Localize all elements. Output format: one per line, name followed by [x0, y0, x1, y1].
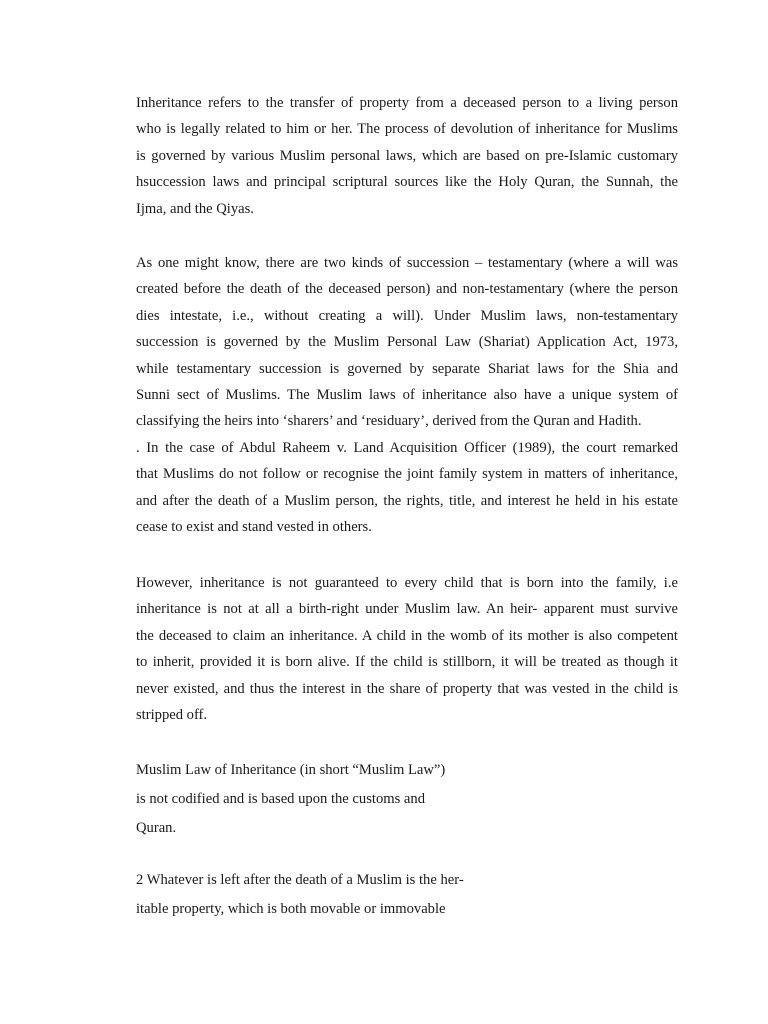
text-line: However, inheritance is not guaranteed to every child that is born into the family, i.e [136, 575, 678, 591]
text-line: . In the case of Abdul Raheem v. Land Acquisition Officer (1989), the court remarked [136, 439, 678, 456]
text-line: cease to exist and stand vested in others. [136, 518, 372, 535]
text-line: Ijma, and the Qiyas. [136, 200, 254, 217]
text-line: to inherit, provided it is born alive. If the child is stillborn, it will be treated as though it [136, 654, 678, 671]
paragraph-kinds-of-succession [136, 250, 678, 540]
text-line: and after the death of a Muslim person, the rights, title, and interest he held in his estate [136, 492, 678, 509]
text-line: hsuccession laws and principal scriptural sources like the Holy Quran, the Sunnah, the [136, 174, 678, 191]
text-line: Quran. [136, 820, 177, 836]
paragraph-heritable-property [136, 866, 464, 924]
text-line: dies intestate, i.e., without creating a will). Under Muslim laws, non-testamentary [136, 307, 678, 324]
text-line: 2 Whatever is left after the death of a Muslim is the her- [136, 872, 464, 888]
text-line: Sunni sect of Muslims. The Muslim laws of inheritance also have a unique system of [136, 386, 678, 403]
paragraph-inheritance-definition [136, 90, 678, 222]
text-line: is not codified and is based upon the customs and [136, 791, 425, 807]
text-line: succession is governed by the Muslim Personal Law (Shariat) Application Act, 1973, [136, 334, 678, 351]
text-line: As one might know, there are two kinds of succession – testamentary (where a will was [136, 255, 678, 271]
text-line: Muslim Law of Inheritance (in short “Muslim Law”) [136, 762, 446, 778]
text-line: created before the death of the deceased person) and non-testamentary (where the person [136, 281, 678, 298]
text-line: inheritance is not at all a birth-right under Muslim law. An heir- apparent must survive [136, 601, 678, 618]
text-line: stripped off. [136, 706, 208, 723]
text-line: the deceased to claim an inheritance. A child in the womb of its mother is also competent [136, 627, 678, 644]
text-line: Inheritance refers to the transfer of property from a deceased person to a living person [136, 95, 678, 111]
text-line: that Muslims do not follow or recognise the joint family system in matters of inheritance, [136, 466, 678, 483]
paragraph-not-codified [136, 756, 445, 843]
text-line: is governed by various Muslim personal laws, which are based on pre-Islamic customary [136, 147, 678, 164]
text-line: classifying the heirs into ‘sharers’ and ‘residuary’, derived from the Quran and Hadith. [136, 413, 642, 430]
paragraph-birth-right [136, 570, 678, 728]
text-line: who is legally related to him or her. The process of devolution of inheritance for Muslims [136, 121, 678, 138]
text-line: never existed, and thus the interest in the share of property that was vested in the child is [136, 680, 678, 697]
text-line: itable property, which is both movable or immovable [136, 901, 446, 917]
text-line: while testamentary succession is governed by separate Shariat laws for the Shia and [136, 360, 678, 377]
